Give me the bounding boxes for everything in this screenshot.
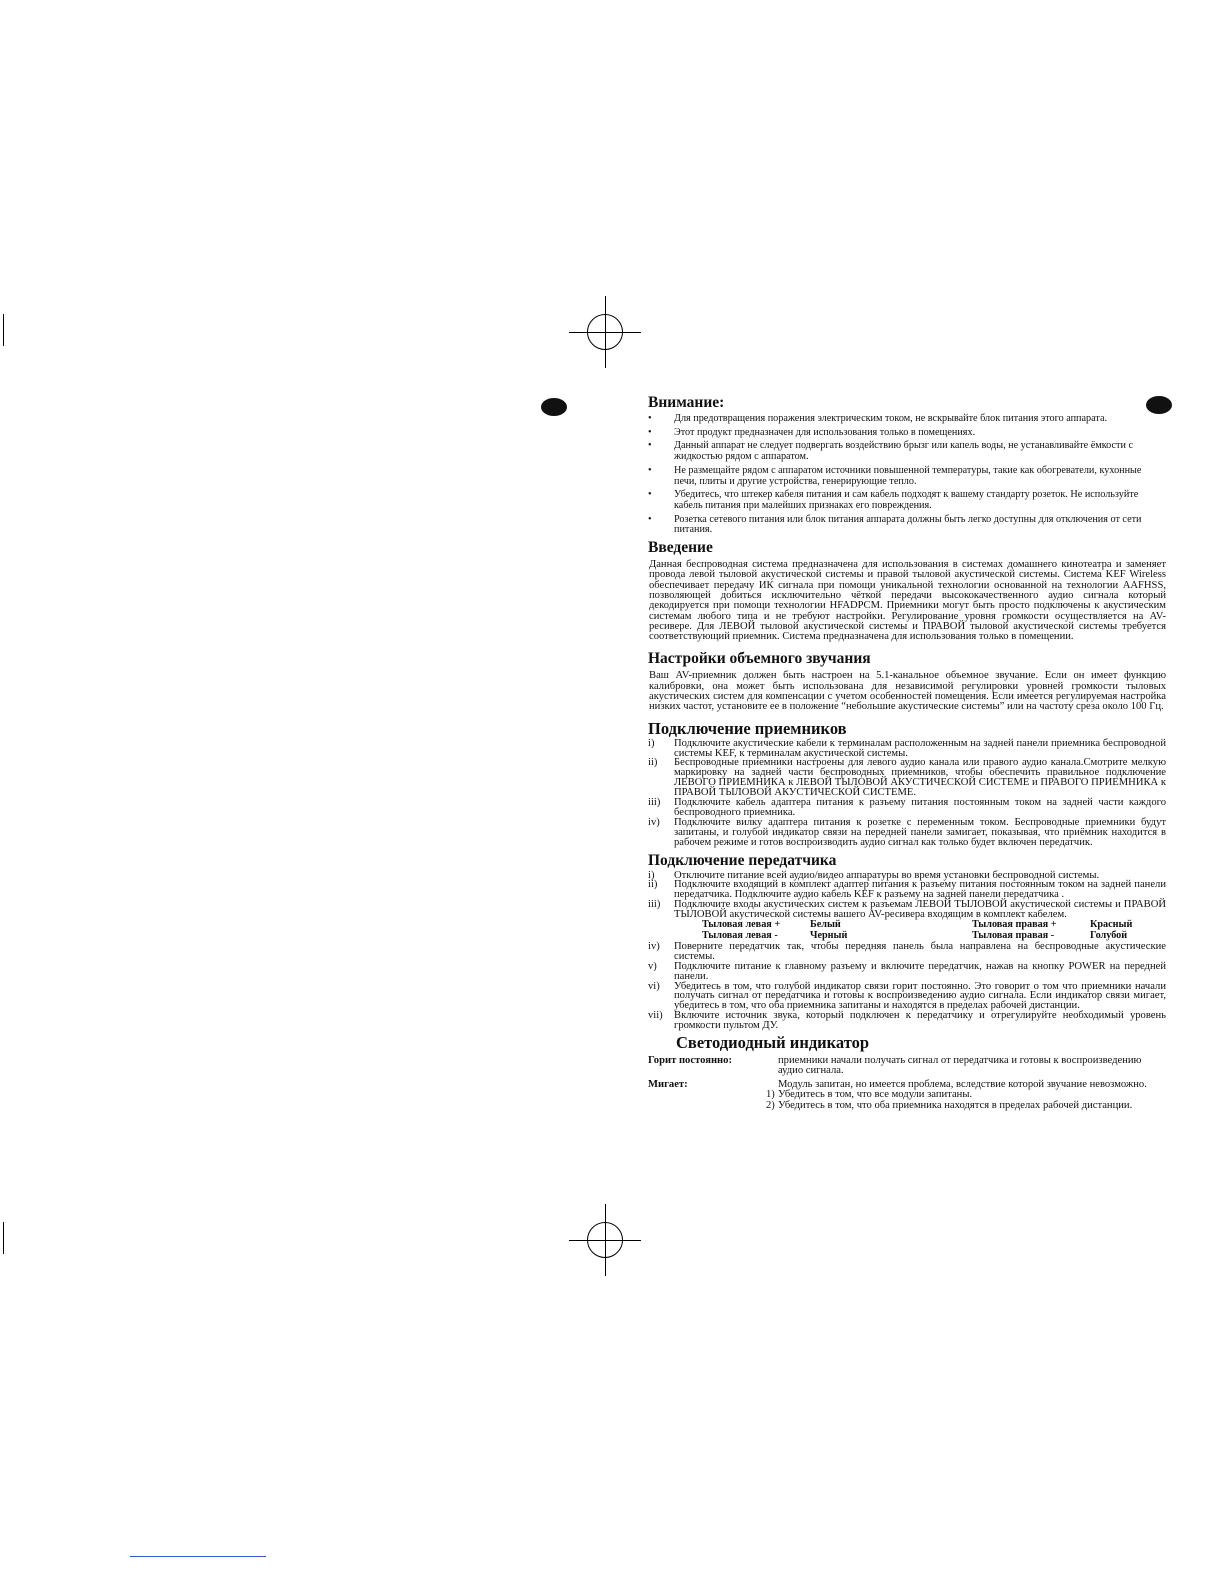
list-item: ii) Подключите входящий в комплект адаптер питания к разъему питания постоянным током на задней панели передатчика. Подключите аудио кабель KEF к разъему на задней панели передатчика . <box>648 879 1166 901</box>
surround-text: Ваш AV-приемник должен быть настроен на 5.1-канальное объемное звучание. Если он имеет функцию калибровки, она может быть использована для независимой регулировки уровней громкости тыловых акустических систем для компенсации с учетом особенностей помещения. Если имеется регулируемая настройка низких частот, установите ее в положение “небольшие акустические системы” или на частоту среза около 100 Гц. <box>649 670 1166 713</box>
bullet: • <box>648 440 652 452</box>
bullet: • <box>648 426 652 438</box>
list-item: i) Отключите питание всей аудио/видео аппаратуры во время установки беспроводной системы. <box>648 869 1100 881</box>
receivers-section <box>648 720 1166 848</box>
bullet: • <box>648 464 652 476</box>
wiring-cell: Тыловая правая + <box>972 919 1057 931</box>
led-solid-text: приемники начали получать сигнал от передатчика и готовы к воспроизведению аудио сигнала. <box>778 1055 1142 1077</box>
list-item: vii) Включите источник звука, который подключен к передатчику и отрегулируйте необходимый уровень громкости пультом ДУ. <box>648 1010 1166 1032</box>
intro-section <box>648 539 1166 642</box>
wiring-cell: Черный <box>810 929 848 941</box>
bullet: • <box>648 413 652 424</box>
list-item: iii) Подключите входы акустических систем к разъемам ЛЕВОЙ ТЫЛОВОЙ акустической системы и ПРАВОЙ ТЫЛОВОЙ акустической системы вашего AV-ресивера входящим в комплект кабелем. <box>648 899 1166 921</box>
transmitter-title: Подключение передатчика <box>648 851 837 869</box>
crop-mark-left-top <box>3 314 4 346</box>
led-title: Светодиодный индикатор <box>676 1033 870 1053</box>
led-section <box>648 1034 1166 1111</box>
page-dot-left <box>541 398 567 416</box>
led-check-item: 2) Убедитесь в том, что оба приемника находятся в пределах рабочей дистанции. <box>766 1099 1133 1111</box>
document-page <box>648 394 1166 1111</box>
intro-text: Данная беспроводная система предназначена для использования в системах домашнего кинотеатра и заменяет провода левой тыловой акустической системы и правой тыловой акустической системы. Система KEF Wireless обеспечивает передачу ИК сигнала при помощи уникальной технологии основанной на технологии AAFHSS, позволяющей добиться исключительно чёткой передачи высококачественного аудио сигнала который декодируется при помощи технологии HFADPCM. Приемники могут быть просто подключены к акустическим системам любого типа и не требуют настройки. Регулирование уровня громкости осуществляется на AV-ресивере. Для ЛЕВОЙ тыловой акустической системы и ПРАВОЙ тыловой акустической системы требуется соответствующий приемник. Система предназначена для использования только в помещении. <box>649 559 1166 643</box>
list-item: • Этот продукт предназначен для использования только в помещениях. <box>648 426 976 438</box>
wiring-cell: Голубой <box>1090 929 1128 941</box>
bullet: • <box>648 489 652 501</box>
transmitter-steps-a <box>648 871 1166 921</box>
surround-section <box>648 650 1166 712</box>
receivers-title: Подключение приемников <box>648 718 847 738</box>
list-item: i) Подключите акустические кабели к терминалам расположенным на задней панели приемника беспроводной системы KEF, к терминалам акустической системы. <box>648 737 1166 759</box>
surround-title: Настройки объемного звучания <box>648 650 871 668</box>
led-check-item: 1) Убедитесь в том, что все модули запитаны. <box>766 1089 973 1101</box>
attention-list <box>648 414 1166 536</box>
list-item: • Не размещайте рядом с аппаратом источники повышенной температуры, такие как обогреватели, кухонные печи, плиты и другие устройства, генерирующие тепло. <box>648 464 1142 487</box>
led-blink-text: Модуль запитан, но имеется проблема, вследствие которой звучание невозможно. <box>778 1078 1147 1090</box>
attention-section <box>648 394 1166 536</box>
led-solid-label: Горит постоянно: <box>648 1055 732 1067</box>
list-item: iii) Подключите кабель адаптера питания к разъему питания постоянным током на задней части каждого беспроводного приемника. <box>648 797 1166 818</box>
transmitter-steps-b <box>648 942 1166 1031</box>
led-blink-label: Мигает: <box>648 1078 688 1090</box>
registration-line-v-bottom <box>605 1204 606 1276</box>
intro-title: Введение <box>648 539 713 557</box>
list-item: iv) Поверните передатчик так, чтобы передняя панель была направлена на беспроводные акустические системы. <box>648 940 1166 962</box>
wiring-cell: Тыловая левая - <box>702 929 778 941</box>
receivers-steps <box>648 739 1166 848</box>
attention-title: Внимание: <box>648 394 725 411</box>
wiring-cell: Тыловая левая + <box>702 919 781 931</box>
wiring-table <box>702 920 1166 941</box>
wiring-cell: Красный <box>1090 919 1133 931</box>
transmitter-section <box>648 852 1166 1032</box>
crop-mark-left-bottom <box>3 1222 4 1254</box>
list-item: iv) Подключите вилку адаптера питания к розетке с переменным током. Беспроводные приемники будут запитаны, и голубой индикатор связи на передней панели замигает, показывая, что приёмник находится в рабочем режиме и готов воспроизводить аудио сигнал как только будет включен передатчик. <box>648 816 1166 848</box>
list-item: • Для предотвращения поражения электрическим током, не вскрывайте блок питания этого аппарата. <box>648 413 1108 424</box>
registration-line-v-top <box>605 296 606 368</box>
list-item: ii) Беспроводные приемники настроены для левого аудио канала или правого аудио канала.Смотрите мелкую маркировку на задней части беспроводных приемников, чтобы обеспечить правильное подключение ЛЕВОГО ПРИЕМНИКА к ЛЕВОЙ ТЫЛОВОЙ АКУСТИЧЕСКОЙ СИСТЕМЕ и ПРАВОГО ПРИЕМНИКА к ПРАВОЙ ТЫЛОВОЙ АКУСТИЧЕСКОЙ СИСТЕМЕ. <box>648 757 1166 799</box>
wiring-cell: Белый <box>810 919 841 931</box>
list-item: v) Подключите питание к главному разъему и включите передатчик, нажав на кнопку POWER на передней панели. <box>648 960 1166 982</box>
list-item: vi) Убедитесь в том, что голубой индикатор связи горит постоянно. Это говорит о том что приемники начали получать сигнал от передатчика и готовы к воспроизведению аудио сигнала. Если индикатор связи мигает, убедитесь в том, что оба приемника запитаны и находятся в пределах рабочей дистанции. <box>648 980 1166 1012</box>
list-item: • Данный аппарат не следует подвергать воздействию брызг или капель воды, не устанавливайте ёмкости с жидкостью рядом с аппаратом. <box>648 440 1133 463</box>
bullet: • <box>648 513 652 525</box>
wiring-cell: Тыловая правая - <box>972 929 1055 941</box>
list-item: • Убедитесь, что штекер кабеля питания и сам кабель подходят к вашему стандарту розеток. Не используйте кабель питания при малейших признаках его повреждения. <box>648 489 1139 511</box>
bottom-rule <box>130 1556 266 1557</box>
list-item: • Розетка сетевого питания или блок питания аппарата должны быть легко доступны для отключения от сети питания. <box>648 513 1142 536</box>
led-table <box>648 1056 1166 1111</box>
led-blink-block <box>766 1078 1166 1111</box>
